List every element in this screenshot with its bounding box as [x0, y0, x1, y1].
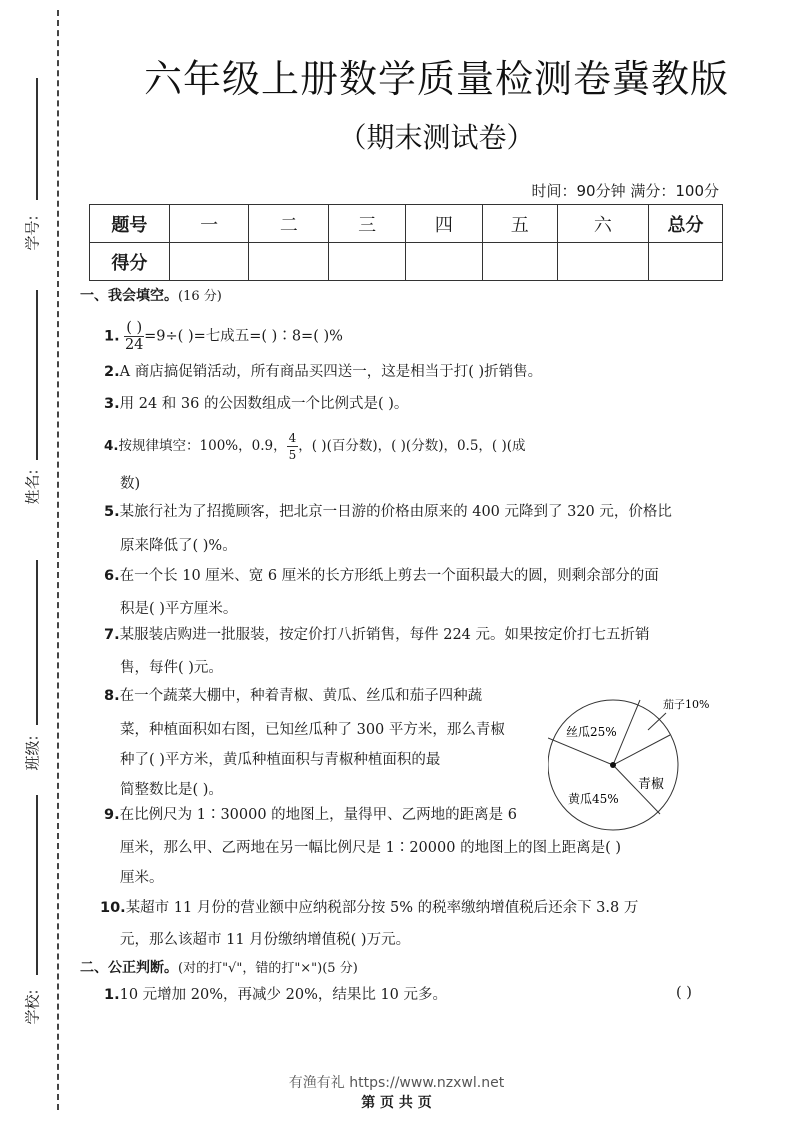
question-8 — [104, 686, 482, 706]
question-number: 3. — [104, 396, 120, 412]
score-table — [89, 204, 723, 281]
fraction — [124, 320, 144, 353]
question-7 — [104, 625, 650, 645]
question-text: 某超市 11 月份的营业额中应纳税部分按 5% 的税率缴纳增值税后还余下 3.8 万 — [125, 900, 639, 916]
question-number: 2. — [104, 364, 120, 380]
section-heading — [80, 957, 358, 977]
binding-margin — [0, 0, 80, 1122]
vegetable-pie-chart — [548, 688, 728, 838]
score-input-cell[interactable] — [406, 243, 483, 281]
fraction-denominator: 24 — [124, 337, 144, 353]
section-title: 二、公正判断。 — [80, 960, 178, 976]
question-text: 某服装店购进一批服装，按定价打八折销售，每件 224 元。如果按定价打七五折销 — [119, 627, 650, 643]
student-id-line — [36, 78, 38, 200]
watermark: 有渔有礼 https://www.nzxwl.net — [288, 1075, 505, 1091]
pie-label-qingjiao: 青椒 — [638, 777, 665, 792]
pie-label-qiezi: 茄子10% — [663, 698, 710, 711]
pie-label-huanggua: 黄瓜45% — [568, 792, 619, 806]
score-input-cell[interactable] — [482, 243, 557, 281]
question-continuation: 简整数比是( )。 — [120, 782, 223, 798]
question-text: 按规律填空：100%，0.9， — [118, 438, 287, 454]
table-cell: 总分 — [649, 205, 723, 243]
question-number: 5. — [104, 504, 120, 520]
fraction-numerator: ( ) — [126, 320, 143, 336]
table-row — [90, 243, 723, 281]
question-text: 10 元增加 20%，再减少 20%，结果比 10 元多。 — [119, 987, 448, 1003]
fraction — [287, 430, 299, 463]
fraction-numerator: 4 — [288, 431, 297, 445]
question-number: 6. — [104, 568, 120, 584]
table-cell: 题号 — [90, 205, 170, 243]
question-text: 在一个长 10 厘米、宽 6 厘米的长方形纸上剪去一个面积最大的圆，则剩余部分的面 — [119, 568, 659, 584]
question-text: ，( )(百分数)，( )(分数)，0.5，( )(成 — [298, 438, 526, 454]
question-number: 10. — [100, 900, 126, 916]
question-text: 在比例尺为 1∶30000 的地图上，量得甲、乙两地的距离是 6 — [119, 807, 518, 823]
pie-label-sigua: 丝瓜25% — [566, 725, 617, 739]
question-2 — [104, 362, 542, 382]
question-1 — [104, 320, 343, 353]
student-id-label: 学号: — [23, 215, 42, 251]
table-cell: 得分 — [90, 243, 170, 281]
question-text: 用 24 和 36 的公因数组成一个比例式是( )。 — [119, 396, 409, 412]
table-cell: 六 — [557, 205, 648, 243]
question-continuation: 菜，种植面积如右图，已知丝瓜种了 300 平方米，那么青椒 — [120, 722, 505, 738]
cut-line — [57, 10, 59, 1110]
fraction-denominator: 5 — [288, 448, 297, 462]
question-number: 1. — [104, 328, 120, 345]
question-text: 某旅行社为了招揽顾客，把北京一日游的价格由原来的 400 元降到了 320 元，价格比 — [119, 504, 672, 520]
question-9 — [104, 805, 517, 825]
question-number: 4. — [104, 438, 119, 454]
name-label: 姓名: — [23, 469, 42, 505]
question-number: 1. — [104, 987, 120, 1003]
score-input-cell[interactable] — [649, 243, 723, 281]
question-3 — [104, 394, 408, 414]
score-input-cell[interactable] — [557, 243, 648, 281]
page-number: 第 页 共 页 — [361, 1095, 432, 1111]
question-10 — [100, 898, 638, 918]
class-line — [36, 560, 38, 725]
school-label: 学校: — [23, 989, 42, 1025]
page-title: 六年级上册数学质量检测卷冀教版 — [143, 57, 729, 101]
question-continuation: 厘米。 — [120, 870, 164, 886]
section-note: (对的打"√"，错的打"×")(5 分) — [178, 961, 358, 976]
question-continuation: 元，那么该超市 11 月份缴纳增值税( )万元。 — [120, 932, 411, 948]
question-continuation: 积是( )平方厘米。 — [120, 601, 238, 617]
question-number: 7. — [104, 627, 120, 643]
table-cell: 二 — [249, 205, 329, 243]
answer-blank[interactable]: ( ) — [676, 985, 692, 1001]
question-number: 8. — [104, 688, 120, 704]
school-line — [36, 795, 38, 975]
table-cell: 四 — [406, 205, 483, 243]
question-text: A 商店搞促销活动，所有商品买四送一，这是相当于打( )折销售。 — [119, 364, 543, 380]
judge-question-1 — [104, 985, 447, 1005]
question-continuation: 厘米，那么甲、乙两地在另一幅比例尺是 1∶20000 的地图上的图上距离是( ) — [120, 840, 621, 856]
page-subtitle: （期末测试卷） — [338, 121, 535, 154]
score-input-cell[interactable] — [169, 243, 249, 281]
section-title: 一、我会填空。 — [80, 288, 178, 304]
question-continuation: 种了( )平方米，黄瓜种植面积与青椒种植面积的最 — [120, 752, 441, 768]
score-input-cell[interactable] — [249, 243, 329, 281]
table-cell: 三 — [329, 205, 406, 243]
table-row — [90, 205, 723, 243]
class-label: 班级: — [23, 735, 42, 771]
question-text: =9÷( )=七成五=( )∶8=( )% — [144, 328, 343, 345]
name-line — [36, 290, 38, 460]
section-heading — [80, 285, 222, 305]
time-info: 时间：90分钟 满分：100分 — [531, 182, 719, 200]
question-continuation: 原来降低了( )%。 — [120, 538, 237, 554]
section-points: (16 分) — [178, 289, 222, 304]
question-5 — [104, 502, 672, 522]
table-cell: 五 — [482, 205, 557, 243]
question-number: 9. — [104, 807, 120, 823]
question-4 — [104, 430, 526, 463]
question-6 — [104, 566, 659, 586]
score-input-cell[interactable] — [329, 243, 406, 281]
question-text: 在一个蔬菜大棚中，种着青椒、黄瓜、丝瓜和茄子四种蔬 — [119, 688, 483, 704]
question-continuation: 数) — [120, 476, 141, 492]
table-cell: 一 — [169, 205, 249, 243]
question-continuation: 售，每件( )元。 — [120, 660, 223, 676]
